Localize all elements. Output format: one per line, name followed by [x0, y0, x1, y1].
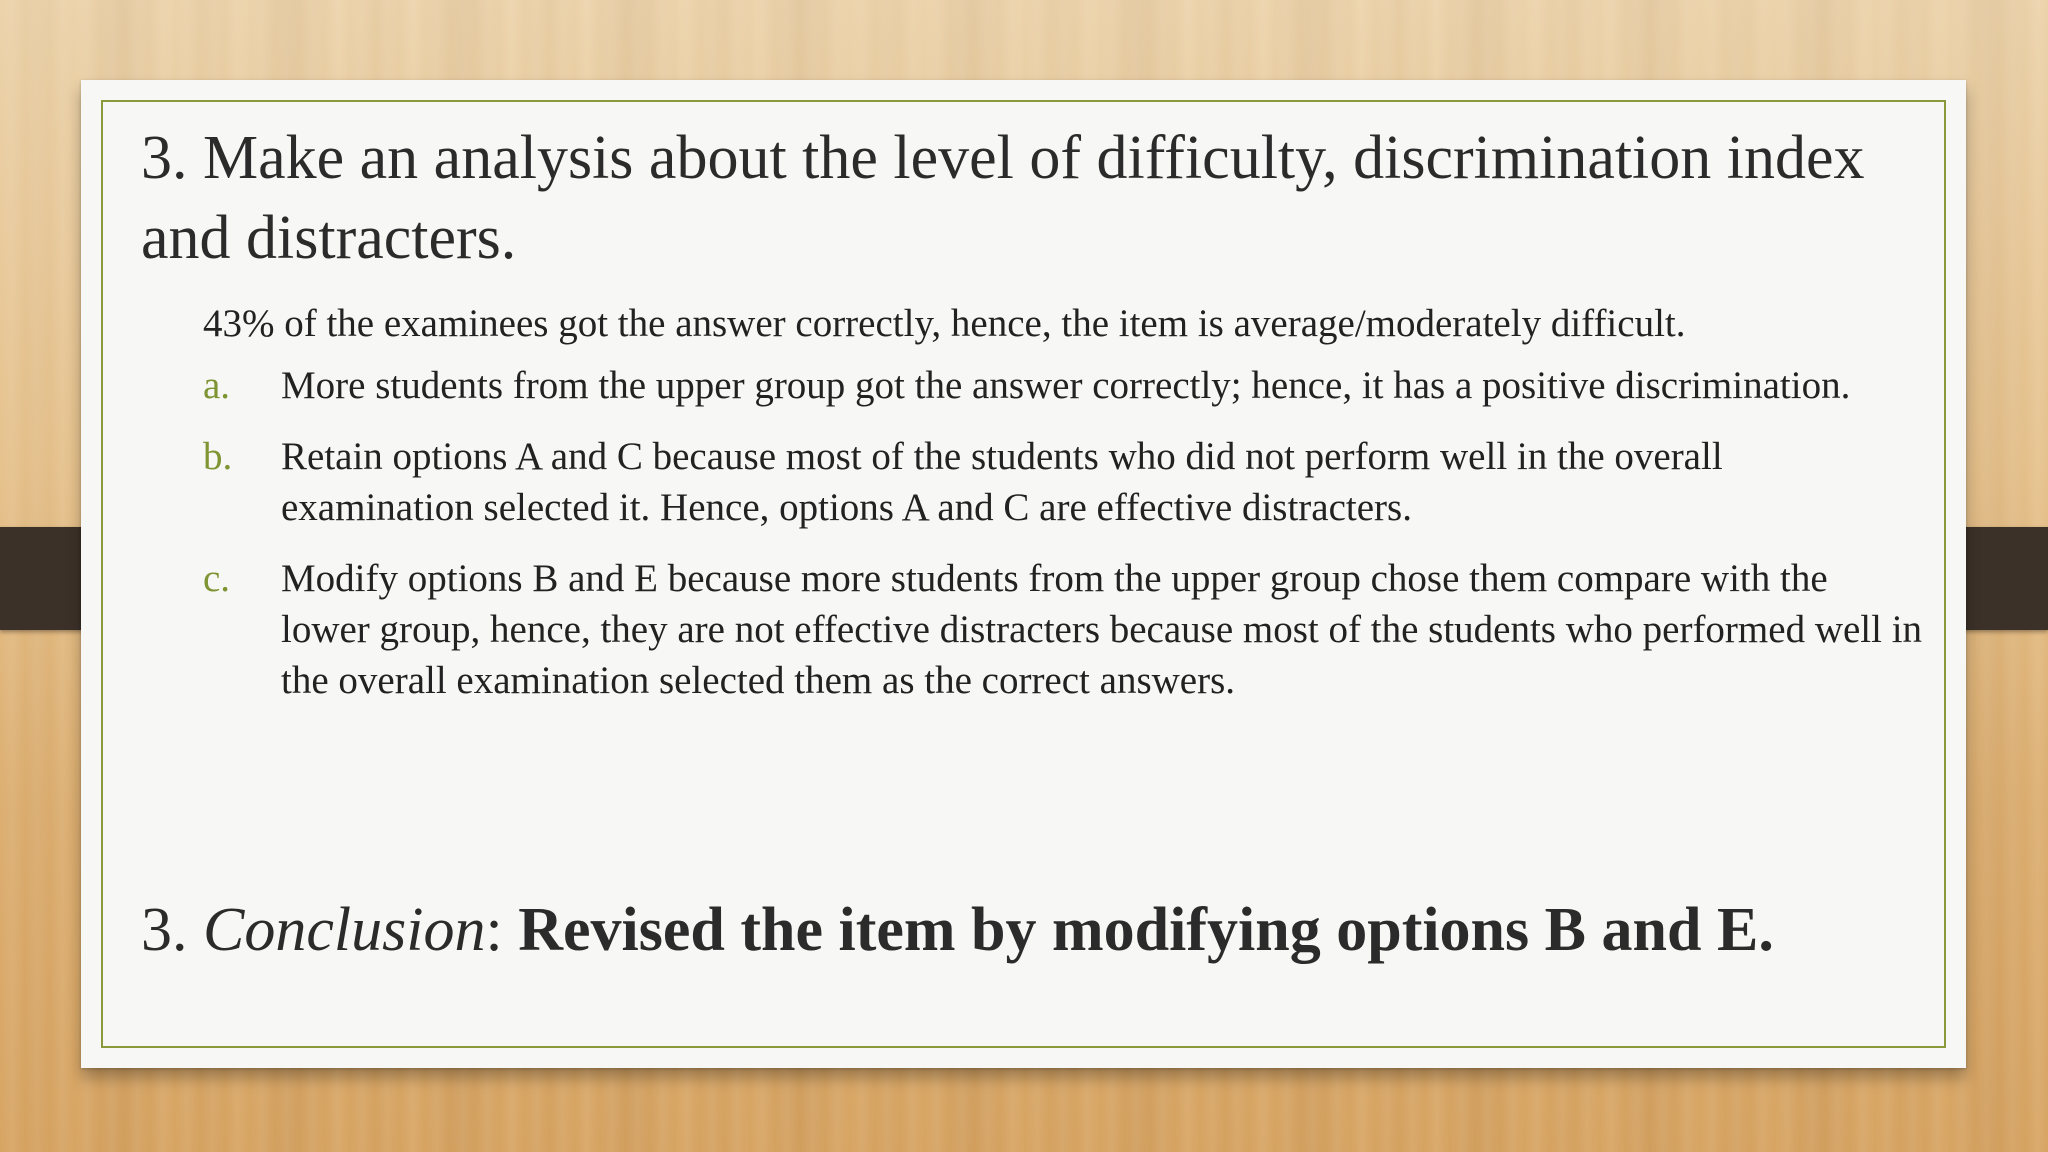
conclusion-label: Conclusion: [203, 896, 486, 964]
conclusion-number: 3.: [141, 896, 188, 964]
analysis-list: [203, 360, 1923, 726]
list-marker: a.: [203, 364, 231, 407]
list-item-text: Retain options A and C because most of the students who did not perform well in the overall examination selected it. Hence, options A and C are effective distracters.: [281, 435, 1723, 529]
list-item-c: [203, 553, 1923, 706]
slide-card: [81, 80, 1966, 1068]
conclusion-line: [141, 892, 1921, 968]
intro-paragraph: 43% of the examinees got the answer correctly, hence, the item is average/moderately difficult.: [203, 302, 1686, 345]
list-item-text: More students from the upper group got the answer correctly; hence, it has a positive discrimination.: [281, 364, 1851, 407]
slide-title: 3. Make an analysis about the level of difficulty, discrimination index and distracters.: [141, 124, 1865, 272]
list-item-text: Modify options B and E because more students from the upper group chose them compare with the lower group, hence, they are not effective distracters because most of the students who performed well in the overall examination selected them as the correct answers.: [281, 557, 1923, 702]
conclusion-text: Revised the item by modifying options B and E.: [518, 896, 1774, 964]
list-marker: b.: [203, 435, 233, 478]
list-marker: c.: [203, 557, 231, 600]
list-item-a: [203, 360, 1923, 411]
list-item-b: [203, 431, 1923, 533]
conclusion-colon: :: [485, 896, 503, 964]
